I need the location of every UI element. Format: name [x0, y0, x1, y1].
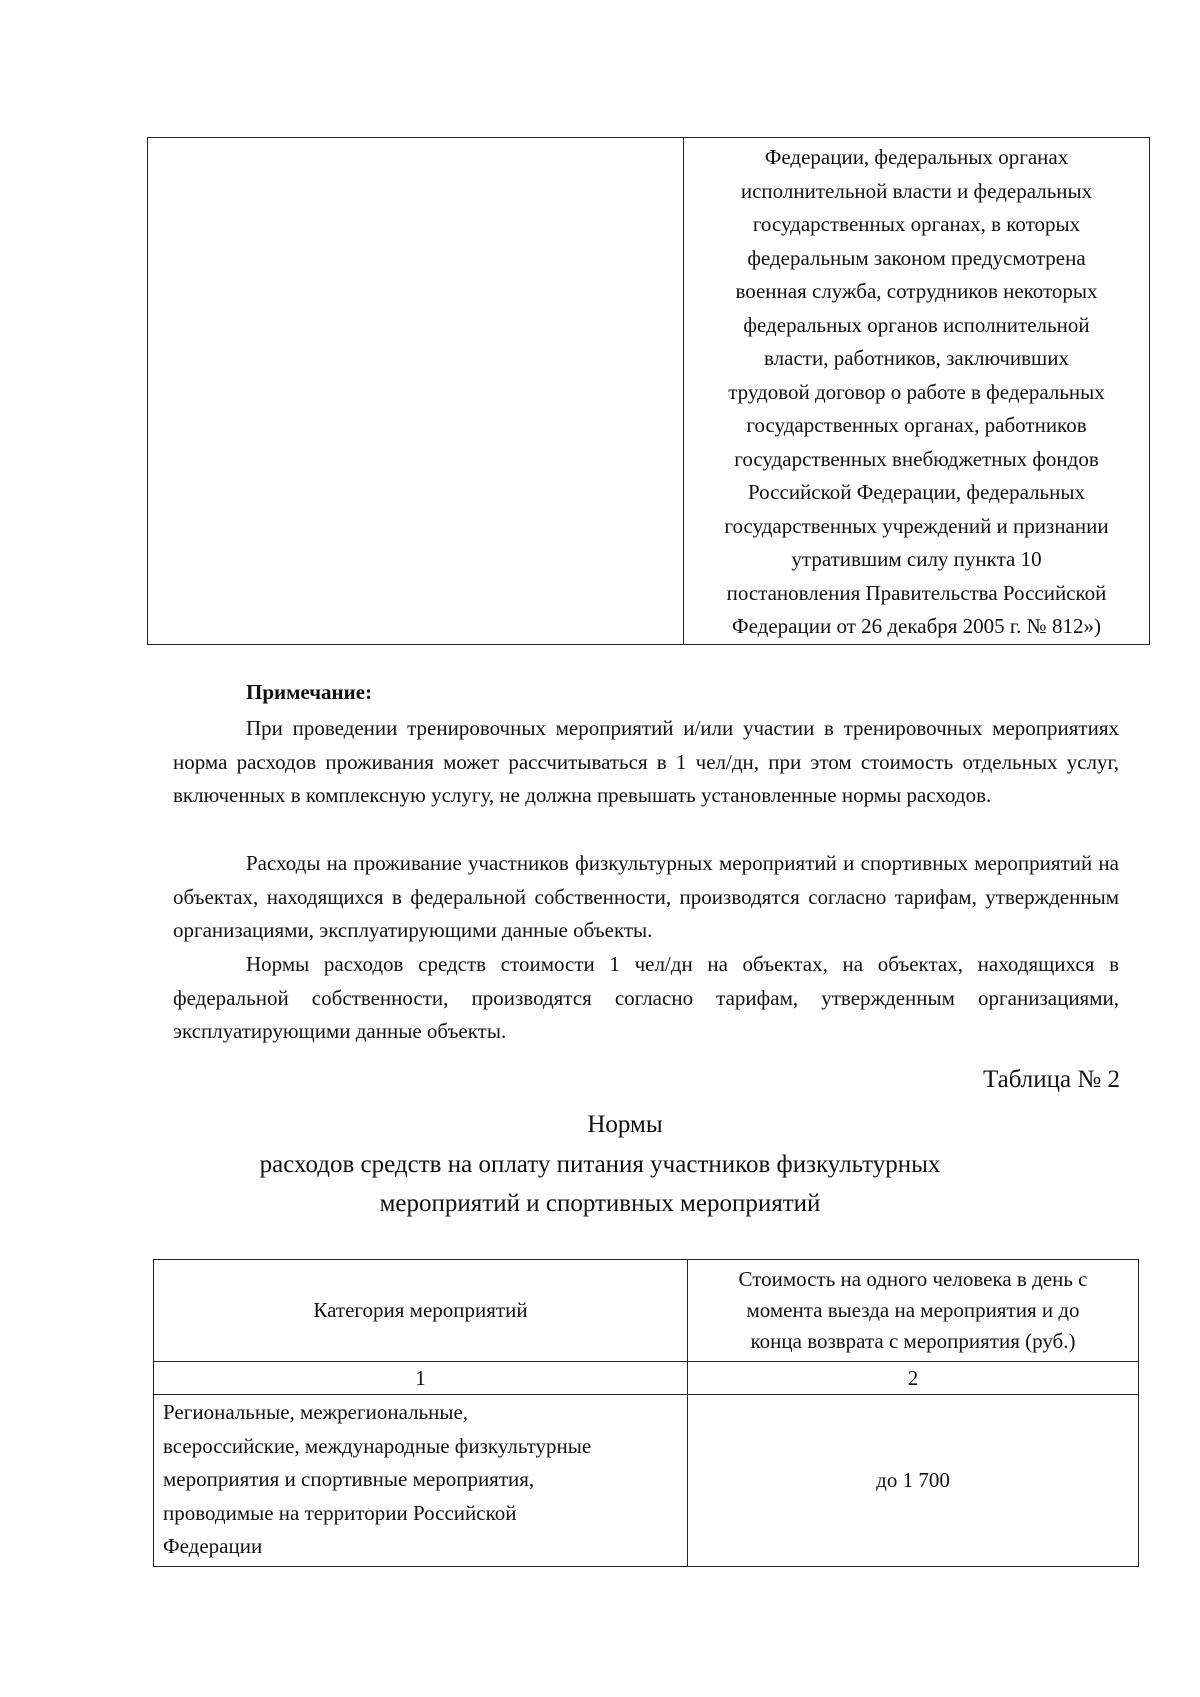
- continuation-table: [147, 137, 1150, 645]
- food-norms-table: [153, 1259, 1139, 1567]
- column-number-row: [154, 1362, 1139, 1395]
- continuation-right-cell: [684, 138, 1150, 645]
- continuation-line: государственных органах, в которых: [752, 212, 1081, 236]
- category-line: Федерации: [163, 1534, 263, 1558]
- note-title: Примечание:: [246, 680, 373, 704]
- table-row: [154, 1395, 1139, 1567]
- continuation-line: трудовой договор о работе в федеральных: [728, 379, 1105, 404]
- header-cost: [688, 1260, 1139, 1362]
- header-category: Категория мероприятий: [154, 1260, 688, 1362]
- note-paragraph: Расходы на проживание участников физкультурных мероприятий и спортивных мероприятий на объектах, находящихся в федеральной собственности, производятся согласно тарифам, утвержденным организациями, эксплуатирующими данные объекты.: [173, 851, 1119, 943]
- header-cost-line: Стоимость на одного человека в день с: [738, 1267, 1088, 1291]
- continuation-line: Российской Федерации, федеральных: [748, 480, 1085, 504]
- column-number: 1: [154, 1362, 688, 1395]
- category-line: проводимые на территории Российской: [163, 1500, 517, 1525]
- continuation-line: постановления Правительства Российской: [726, 580, 1107, 605]
- continuation-line: Федерации от 26 декабря 2005 г. № 812»): [732, 614, 1101, 638]
- continuation-line: власти, работников, заключивших: [764, 346, 1069, 370]
- note-paragraph: При проведении тренировочных мероприятий и/или участии в тренировочных мероприятиях норма расходов проживания может рассчитываться в 1 чел/дн, при этом стоимость отдельных услуг, включенных в комплексную услугу, не должна превышать установленные нормы расходов.: [173, 716, 1119, 808]
- continuation-left-cell: [148, 138, 684, 645]
- continuation-line: Федерации, федеральных органах: [764, 145, 1069, 169]
- category-line: мероприятия и спортивные мероприятия,: [163, 1467, 535, 1491]
- category-line: всероссийские, международные физкультурные: [163, 1433, 592, 1458]
- table-title-line: мероприятий и спортивных мероприятий: [379, 1190, 821, 1217]
- header-cost-line: конца возврата с мероприятия (руб.): [750, 1329, 1076, 1353]
- column-number: 2: [688, 1362, 1139, 1395]
- continuation-line: государственных внебюджетных фондов: [734, 446, 1099, 471]
- continuation-line: военная служба, сотрудников некоторых: [735, 279, 1098, 303]
- cost-cell: до 1 700: [688, 1395, 1139, 1567]
- category-line: Региональные, межрегиональные,: [163, 1400, 469, 1424]
- continuation-text: [684, 138, 1149, 644]
- note-paragraph: Нормы расходов средств стоимости 1 чел/дн на объектах, на объектах, находящихся в федеральной собственности, производятся согласно тарифам, утвержденным организациями, эксплуатирующими данные объекты.: [173, 952, 1119, 1044]
- header-cost-line: момента выезда на мероприятия и до: [746, 1298, 1080, 1322]
- continuation-line: исполнительной власти и федеральных: [740, 178, 1093, 203]
- continuation-line: федеральных органов исполнительной: [743, 312, 1090, 337]
- table-title-line: расходов средств на оплату питания участников физкультурных: [259, 1150, 941, 1178]
- continuation-line: утратившим силу пункта 10: [791, 547, 1042, 571]
- table-title-line: Нормы: [587, 1111, 663, 1138]
- continuation-line: государственных органах, работников: [746, 413, 1087, 437]
- category-cell: [154, 1395, 688, 1567]
- continuation-line: государственных учреждений и признании: [724, 513, 1109, 538]
- table-title: [0, 1105, 1200, 1224]
- table-header-row: [154, 1260, 1139, 1362]
- table-number: Таблица № 2: [982, 1066, 1120, 1093]
- continuation-line: федеральным законом предусмотрена: [747, 245, 1086, 270]
